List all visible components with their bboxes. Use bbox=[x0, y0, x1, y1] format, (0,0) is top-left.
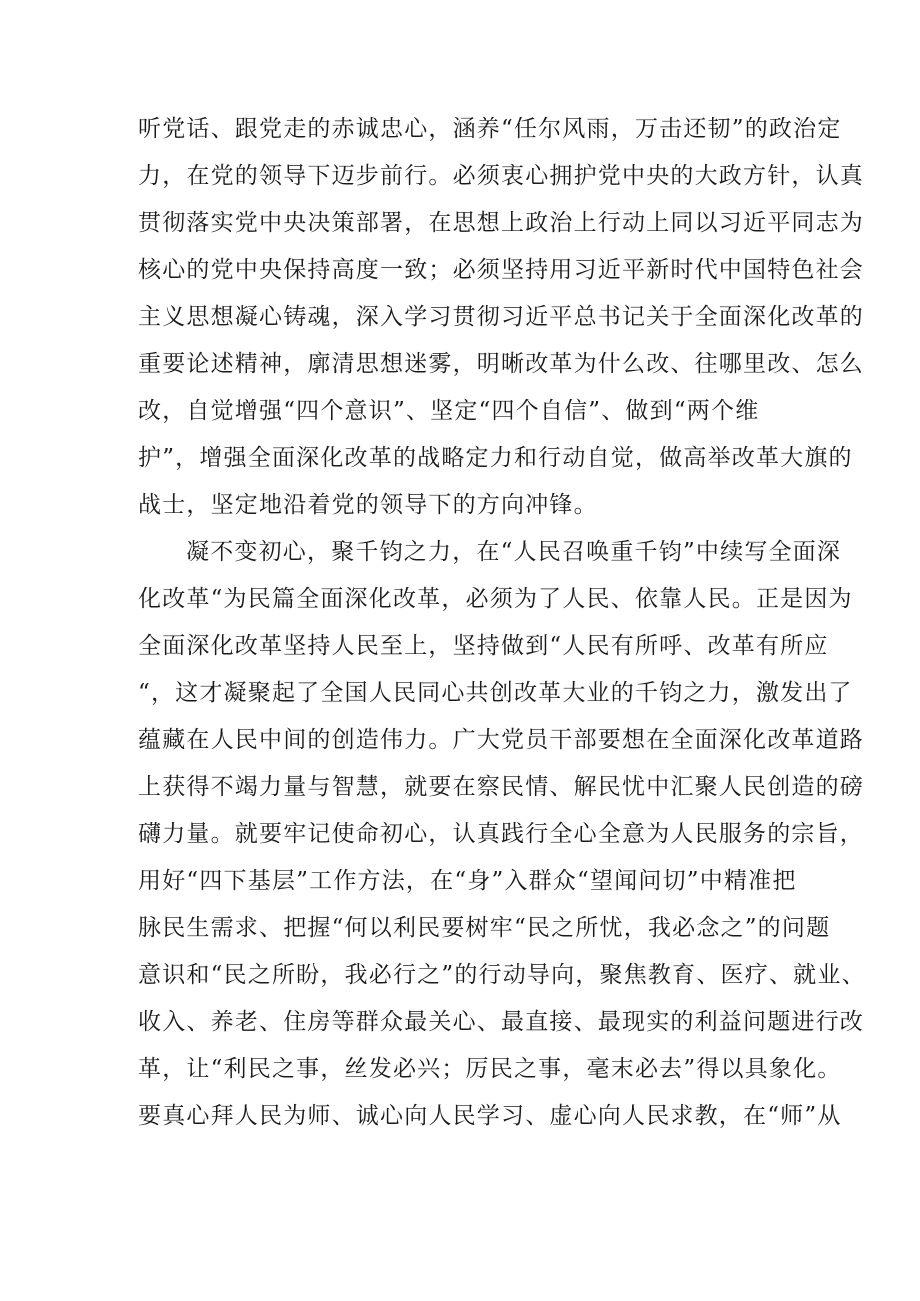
text-line: “，这才凝聚起了全国人民同心共创改革大业的千钧之力，激发出了 bbox=[138, 680, 853, 706]
text-line: 用好“四下基层”工作方法，在“身”入群众“望闻问切”中精准把 bbox=[138, 868, 797, 894]
text-line: 力，在党的领导下迈步前行。必须衷心拥护党中央的大政方针，认真 bbox=[138, 163, 864, 189]
text-line: 全面深化改革坚持人民至上，坚持做到“人民有所呼、改革有所应 bbox=[138, 633, 829, 659]
text-line: 重要论述精神，廓清思想迷雾，明晰改革为什么改、往哪里改、怎么 bbox=[138, 351, 864, 377]
paragraph-2 bbox=[138, 529, 866, 1140]
text-line: 主义思想凝心铸魂，深入学习贯彻习近平总书记关于全面深化改革的 bbox=[138, 304, 864, 330]
text-line: 凝不变初心，聚千钧之力，在“人民召唤重千钧”中续写全面深 bbox=[186, 539, 842, 565]
text-line: 上获得不竭力量与智慧，就要在察民情、解民忧中汇聚人民创造的磅 bbox=[138, 774, 864, 800]
text-line: 战士，坚定地沿着党的领导下的方向冲锋。 bbox=[138, 492, 598, 518]
text-line: 听党话、跟党走的赤诚忠心，涵养“任尔风雨，万击还韧”的政治定 bbox=[138, 116, 842, 142]
text-line: 贯彻落实党中央决策部署，在思想上政治上行动上同以习近平同志为 bbox=[138, 210, 864, 236]
text-line: 收入、养老、住房等群众最关心、最直接、最现实的利益问题进行改 bbox=[138, 1009, 864, 1035]
text-line: 要真心拜人民为师、诚心向人民学习、虚心向人民求教，在“师”从 bbox=[138, 1103, 842, 1129]
text-line: 核心的党中央保持高度一致；必须坚持用习近平新时代中国特色社会 bbox=[138, 257, 864, 283]
text-line: 礴力量。就要牢记使命初心，认真践行全心全意为人民服务的宗旨， bbox=[138, 821, 864, 847]
text-line: 脉民生需求、把握“何以利民要树牢“民之所忧，我必念之”的问题 bbox=[138, 915, 831, 941]
text-line: 化改革“为民篇全面深化改革，必须为了人民、依靠人民。正是因为 bbox=[138, 586, 853, 612]
text-line: 革，让“利民之事，丝发必兴；厉民之事，毫末必去”得以具象化。 bbox=[138, 1056, 842, 1082]
paragraph-1 bbox=[138, 106, 864, 529]
text-line: 改，自觉增强“四个意识”、坚定“四个自信”、做到“两个维 bbox=[138, 398, 760, 424]
text-line: 蕴藏在人民中间的创造伟力。广大党员干部要想在全面深化改革道路 bbox=[138, 727, 864, 753]
document-body bbox=[138, 106, 866, 1140]
text-line: 意识和“民之所盼，我必行之”的行动导向，聚焦教育、医疗、就业、 bbox=[138, 962, 866, 988]
text-line: 护”，增强全面深化改革的战略定力和行动自觉，做高举改革大旗的 bbox=[138, 445, 853, 471]
